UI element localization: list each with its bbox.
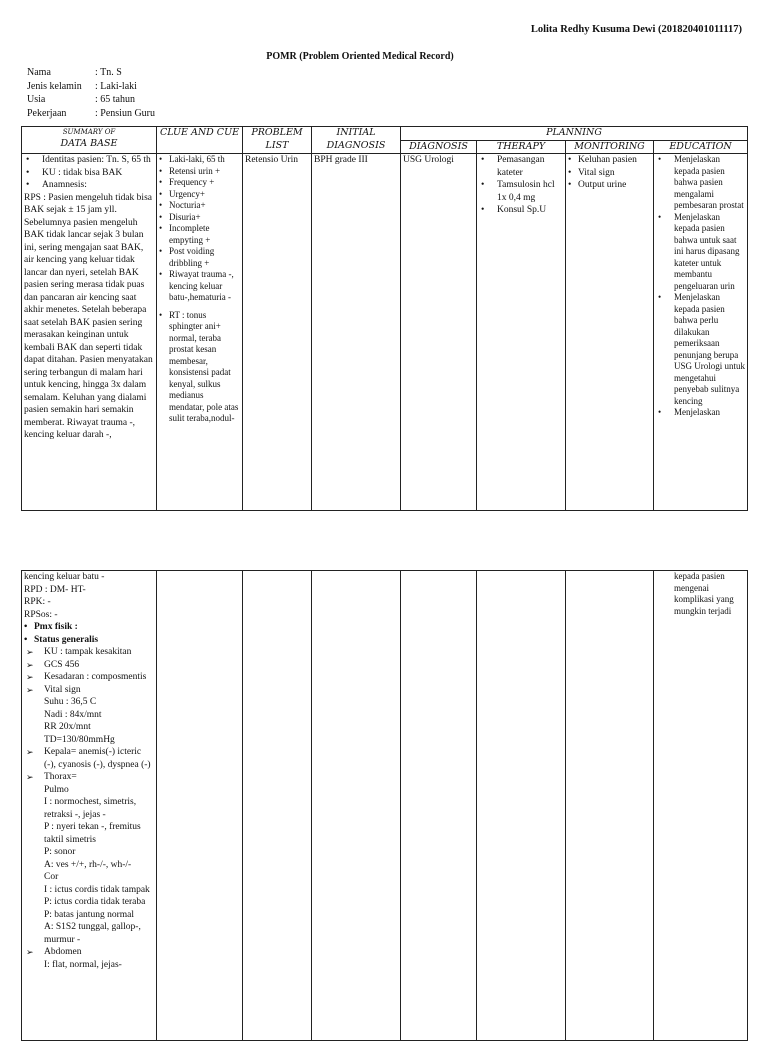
education-list: [656, 154, 745, 419]
exam-sub-line: P : nyeri tekan -, fremitus taktil simetris: [44, 822, 141, 845]
pomr-table-continued: [21, 570, 748, 1041]
exam-sub-line: I : normochest, simetris, retraksi -, jejas -: [44, 797, 137, 820]
problem-continued-cell: [243, 571, 312, 1041]
clue-item: • Disuria+: [159, 212, 240, 224]
diagnosis-continued-cell: [401, 571, 477, 1041]
header-summary: [22, 127, 157, 154]
exam-item: [24, 659, 154, 672]
exam-sub-line: Suhu : 36,5 C: [44, 697, 97, 707]
clue-item: • Frequency +: [159, 177, 240, 189]
exam-sub-line: P: ictus cordia tidak teraba: [44, 897, 146, 907]
exam-item-label: KU : tampak kesakitan: [44, 647, 132, 657]
exam-sub-line: A: ves +/+, rh-/-, wh-/-: [44, 859, 132, 870]
monitoring-cell: [566, 154, 654, 511]
therapy-cell: [477, 154, 566, 511]
clue-continued-cell: [157, 571, 243, 1041]
education-item: • Menjelaskan kepada pasien bahwa untuk saat ini harus dipasang kateter untuk membantu pengeluaran urin: [656, 212, 745, 293]
monitoring-item: • Keluhan pasien: [568, 154, 651, 167]
exam-sub-line: Cor: [44, 872, 59, 882]
header-problem: PROBLEM LIST: [243, 127, 312, 154]
exam-sub-line: P: batas jantung normal: [44, 909, 134, 920]
clue-item: • Nocturia+: [159, 200, 240, 212]
exam-item: [24, 746, 154, 771]
history-line: RPK: -: [24, 597, 51, 607]
exam-headings: [24, 621, 154, 646]
identity-value: : Pensiun Guru: [95, 107, 155, 119]
history-line: RPD : DM- HT-: [24, 584, 86, 595]
header-therapy: THERAPY: [477, 140, 566, 154]
identity-row: [27, 108, 155, 120]
exam-sub-line: I: flat, normal, jejas-: [44, 959, 122, 970]
identity-value: : Laki-laki: [95, 80, 137, 92]
header-clue: CLUE AND CUE: [157, 127, 243, 154]
identity-key: Jenis kelamin: [27, 80, 82, 92]
anamnesis-text: RPS : Pasien mengeluh tidak bisa BAK sejak ± 15 jam yll. Sebelumnya pasien mengeluh BAK tidak lancar sejak 3 bulan ini, sering mengajan saat BAK, air kencing yang keluar tidak lancar dan nyeri, setelah BAK pasien sering merasa tidak puas dan pancaran air kencing saat akhir menetes. Setelah beberapa saat setelah BAK pasien sering merasakan keinginan untuk kembali BAK dan seperti tidak dapat ditahan. Pasien menyatakan sering terbangun di malam hari untuk kencing, hingga 3x dalam semalam. Keluhan yang dialami pasien semakin hari semakin memberat. Riwayat trauma -, kencing keluar darah -,: [24, 192, 153, 440]
exam-sub-line: A: S1S2 tunggal, gallop-, murmur -: [44, 922, 141, 945]
identity-row: [27, 67, 155, 79]
therapy-item: • Tamsulosin hcl 1x 0,4 mg: [479, 179, 563, 204]
physical-exam-heading: • Pmx fisik :: [24, 621, 154, 634]
clue-item: • RT : tonus sphingter ani+ normal, teraba prostat kesan membesar, konsistensi padat kenyal, sulkus medianus mendatar, pole atas sulit teraba,nodul-: [159, 310, 240, 425]
education-item: • Menjelaskan kepada pasien bahwa pasien mengalami pembesaran prostat: [656, 154, 745, 212]
exam-item: [24, 684, 154, 747]
exam-list: [24, 646, 154, 971]
header-planning: PLANNING: [401, 127, 748, 141]
exam-item: [24, 771, 154, 946]
exam-item: [24, 671, 154, 684]
therapy-item: • Pemasangan kateter: [479, 154, 563, 179]
summary-bullet: • Identitas pasien: Tn. S, 65 th: [24, 154, 154, 167]
clue-item: • Incomplete empyting +: [159, 223, 240, 246]
education-continued-text: kepada pasien mengenai komplikasi yang mungkin terjadi: [674, 571, 734, 616]
clue-list: [159, 154, 240, 425]
summary-bullets: [24, 154, 154, 192]
status-generalis-heading: • Status generalis: [24, 634, 154, 647]
patient-identity: [25, 65, 157, 121]
header-monitoring: MONITORING: [566, 140, 654, 154]
education-item: • Menjelaskan kepada pasien bahwa perlu dilakukan pemeriksaan penunjang berupa USG Urologi untuk mengetahui penyebab sulitnya kencing: [656, 292, 745, 407]
monitoring-continued-cell: [566, 571, 654, 1041]
exam-sub-line: Pulmo: [44, 784, 69, 795]
identity-row: [27, 94, 155, 106]
history-line: kencing keluar batu -: [24, 572, 105, 582]
exam-item-label: Vital sign: [44, 684, 81, 695]
clue-cell: [157, 154, 243, 511]
clue-item: • Retensi urin +: [159, 166, 240, 178]
pomr-table-top: [21, 126, 748, 511]
author-line: Lolita Redhy Kusuma Dewi (201820401011117): [530, 24, 742, 35]
exam-item-label: GCS 456: [44, 659, 80, 670]
problem-cell: Retensio Urin: [243, 154, 312, 511]
header-summary-label: DATA BASE: [60, 137, 118, 149]
clue-item: • Urgency+: [159, 189, 240, 201]
exam-item: [24, 946, 154, 971]
planning-diagnosis-cell: USG Urologi: [401, 154, 477, 511]
identity-key: Usia: [27, 94, 46, 105]
summary-bullet: • KU : tidak bisa BAK: [24, 167, 154, 180]
exam-sub-line: Nadi : 84x/mnt: [44, 709, 102, 720]
identity-value: : Tn. S: [95, 67, 122, 78]
clue-item: • Laki-laki, 65 th: [159, 154, 240, 166]
monitoring-item: • Output urine: [568, 179, 651, 192]
exam-sub-line: I : ictus cordis tidak tampak: [44, 884, 150, 895]
header-education: EDUCATION: [654, 140, 748, 154]
summary-cell: [22, 154, 157, 511]
summary-bullet: • Anamnesis:: [24, 179, 154, 192]
initial-diagnosis-cell: BPH grade III: [312, 154, 401, 511]
header-summary-small: SUMMARY OF: [62, 128, 116, 136]
exam-item-label: Kepala= anemis(-) icteric (-), cyanosis (-), dyspnea (-): [44, 747, 151, 770]
education-item: • Menjelaskan: [656, 407, 745, 419]
header-initial: INITIAL DIAGNOSIS: [312, 127, 401, 154]
clue-item: • Riwayat trauma -, kencing keluar batu-,hematuria -: [159, 269, 240, 304]
header-diagnosis: DIAGNOSIS: [401, 140, 477, 154]
monitoring-list: [568, 154, 651, 192]
therapy-item: • Konsul Sp.U: [479, 204, 563, 217]
exam-item-label: Abdomen: [44, 947, 82, 957]
education-cell: [654, 154, 748, 511]
therapy-list: [479, 154, 563, 217]
education-continued-cell: [654, 571, 748, 1041]
identity-key: Pekerjaan: [27, 107, 67, 119]
history-line: RPSos: -: [24, 609, 58, 620]
document-title: POMR (Problem Oriented Medical Record): [266, 51, 454, 62]
exam-sub-line: TD=130/80mmHg: [44, 734, 115, 745]
monitoring-item: • Vital sign: [568, 167, 651, 180]
identity-row: [27, 81, 155, 93]
exam-sub-line: P: sonor: [44, 847, 76, 857]
therapy-continued-cell: [477, 571, 566, 1041]
initial-continued-cell: [312, 571, 401, 1041]
exam-item: [24, 646, 154, 659]
clue-item: • Post voiding dribbling +: [159, 246, 240, 269]
exam-item-label: Thorax=: [44, 772, 77, 782]
summary-continued-cell: [22, 571, 157, 1041]
identity-key: Nama: [27, 67, 51, 78]
exam-item-label: Kesadaran : composmentis: [44, 672, 147, 682]
exam-sub-line: RR 20x/mnt: [44, 722, 91, 732]
identity-value: : 65 tahun: [95, 94, 135, 105]
